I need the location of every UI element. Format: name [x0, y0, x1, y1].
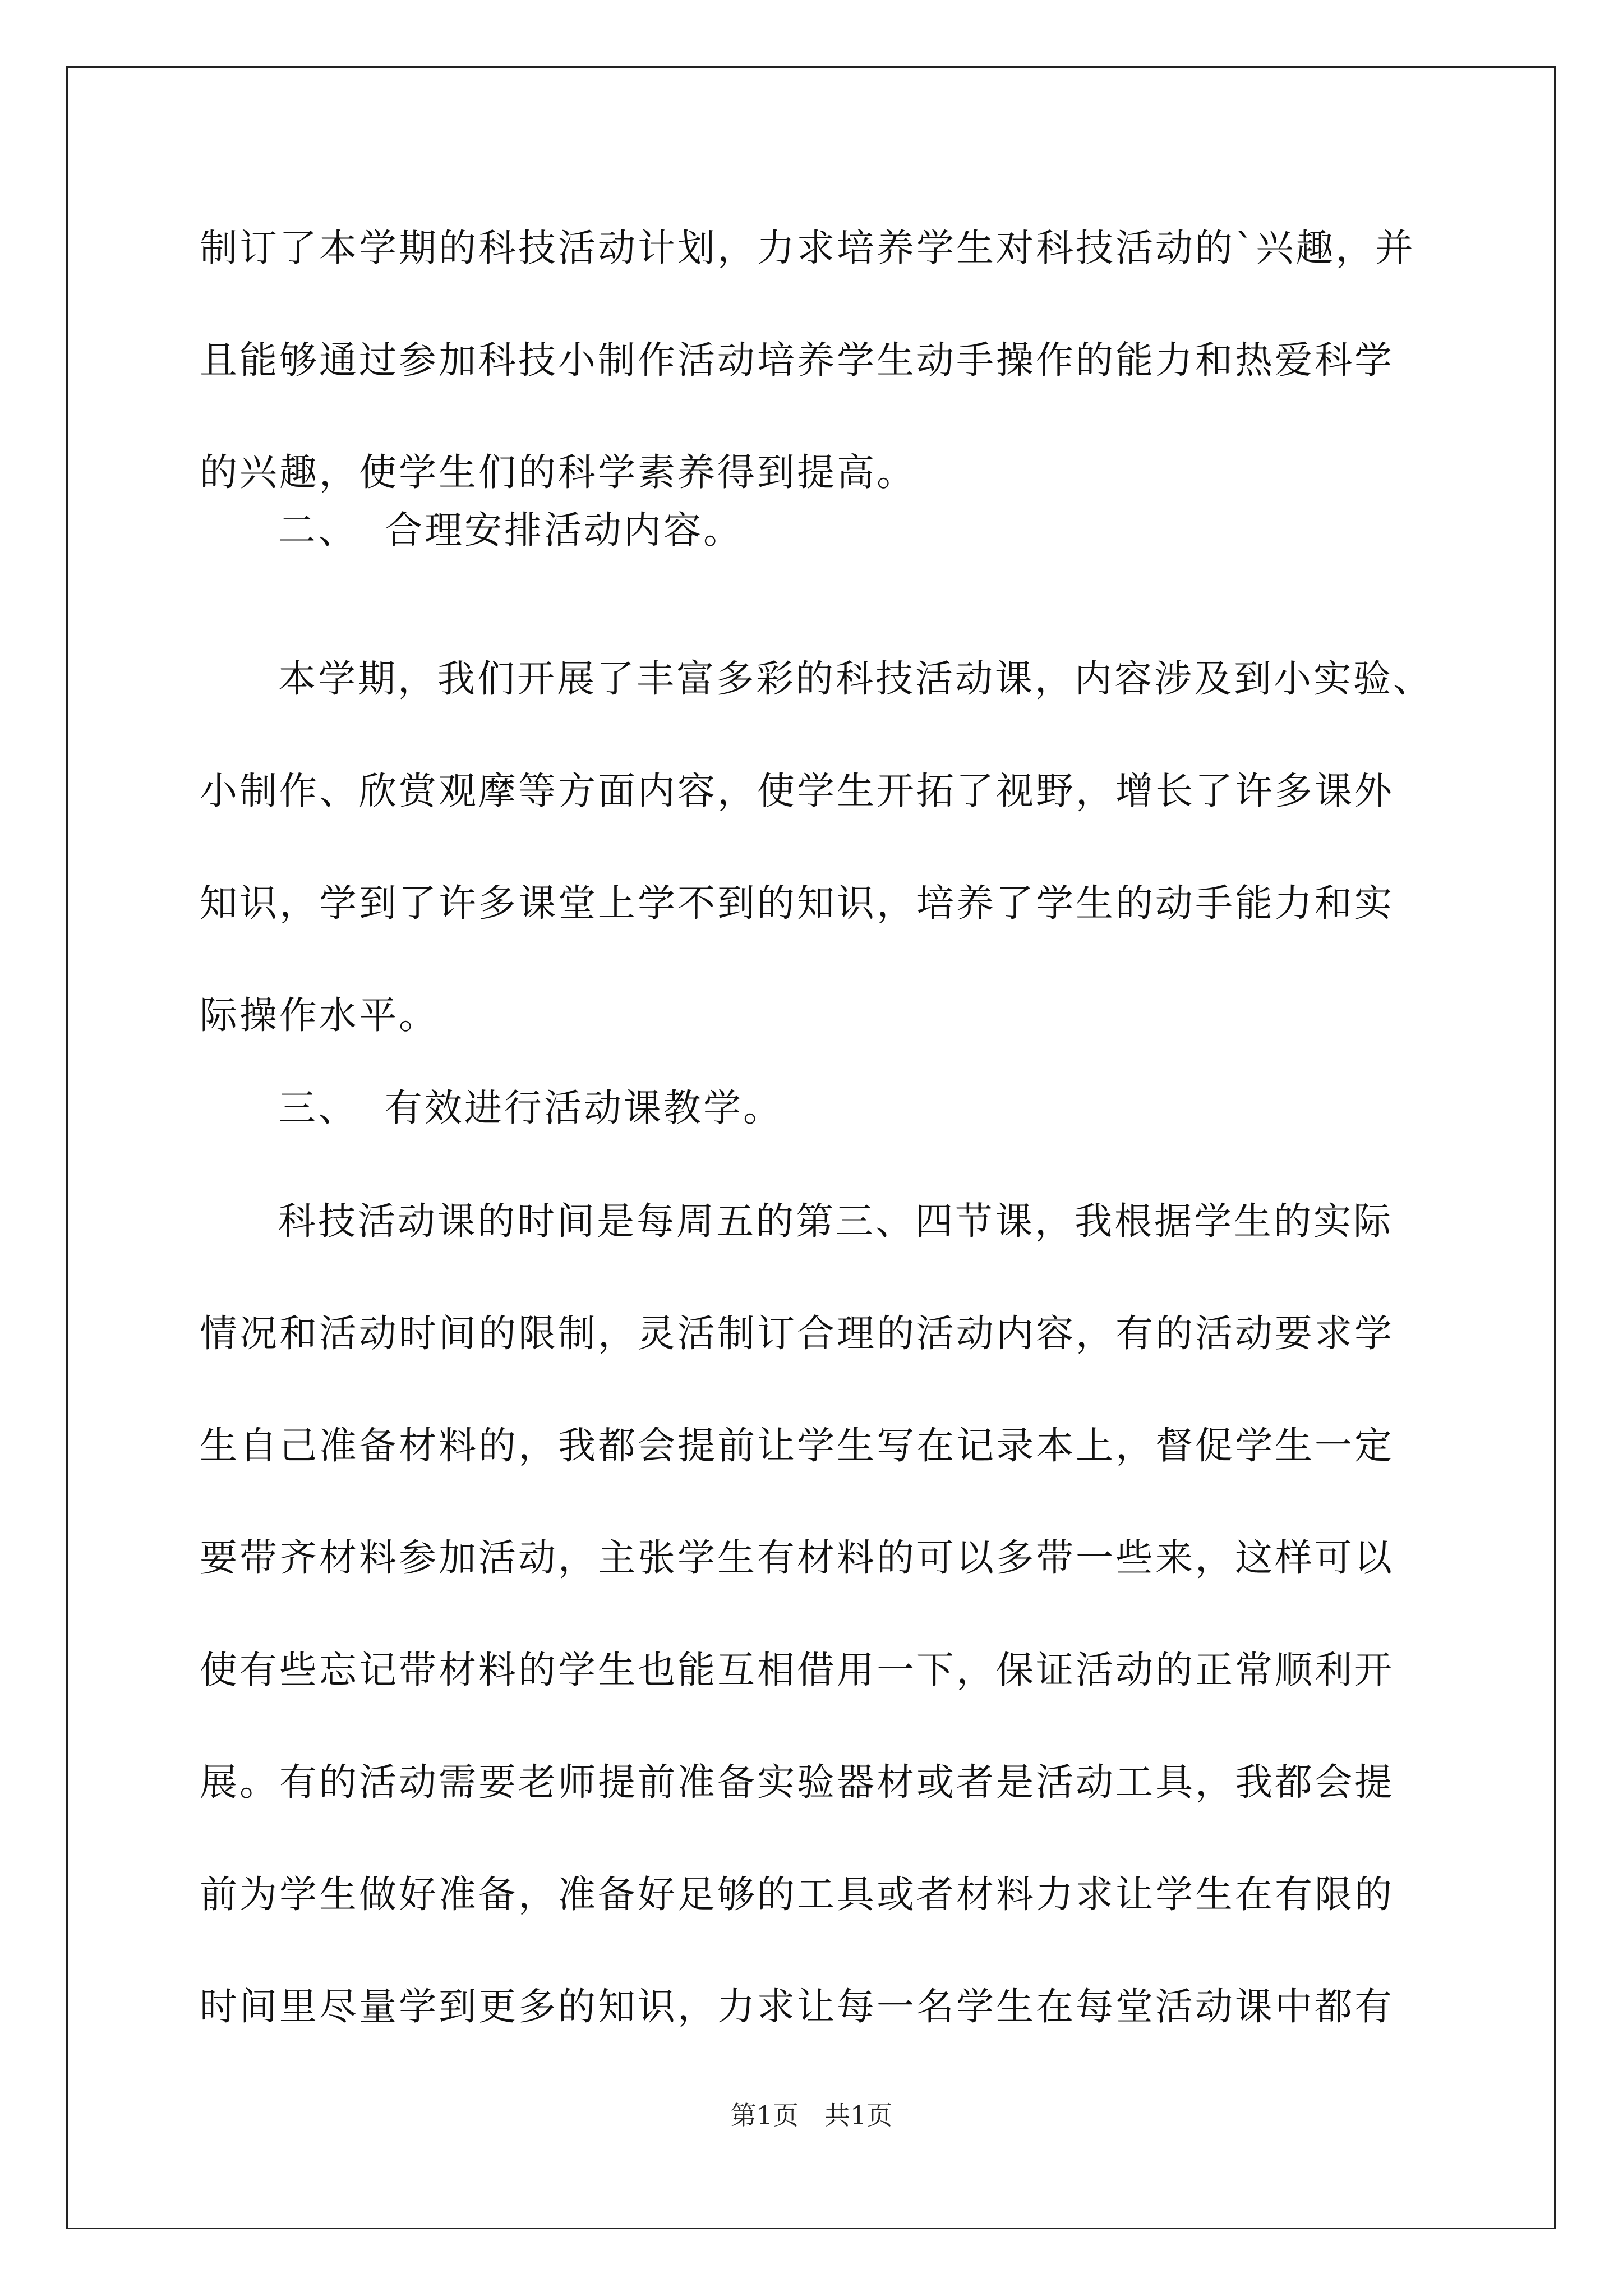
paragraph-line: 要带齐材料参加活动，主张学生有材料的可以多带一些来，这样可以 — [200, 1536, 1394, 1580]
paragraph-line: 且能够通过参加科技小制作活动培养学生动手操作的能力和热爱科学 — [200, 338, 1394, 382]
section-heading-2 — [278, 505, 743, 555]
paragraph-line: 小制作、欣赏观摩等方面内容，使学生开拓了视野，增长了许多课外 — [200, 769, 1394, 813]
section-heading-3 — [278, 1083, 783, 1133]
heading-text: 合理安排活动内容。 — [385, 508, 743, 552]
paragraph-line: 本学期，我们开展了丰富多彩的科技活动课，内容涉及到小实验、 — [278, 657, 1433, 701]
heading-text: 有效进行活动课教学。 — [385, 1086, 783, 1130]
paragraph-line: 展。有的活动需要老师提前准备实验器材或者是活动工具，我都会提 — [200, 1760, 1394, 1804]
heading-number: 二、 — [278, 508, 358, 552]
paragraph-line: 的兴趣，使学生们的科学素养得到提高。 — [200, 450, 916, 494]
paragraph-line: 使有些忘记带材料的学生也能互相借用一下，保证活动的正常顺利开 — [200, 1648, 1394, 1692]
paragraph-line: 时间里尽量学到更多的知识，力求让每一名学生在每堂活动课中都有 — [200, 1985, 1394, 2028]
paragraph-line: 前为学生做好准备，准备好足够的工具或者材料力求让学生在有限的 — [200, 1872, 1394, 1916]
heading-number: 三、 — [278, 1086, 358, 1130]
paragraph-line: 制订了本学期的科技活动计划，力求培养学生对科技活动的`兴趣，并 — [200, 226, 1415, 270]
paragraph-line: 科技活动课的时间是每周五的第三、四节课，我根据学生的实际 — [278, 1199, 1393, 1243]
paragraph-line: 生自己准备材料的，我都会提前让学生写在记录本上，督促学生一定 — [200, 1424, 1394, 1467]
paragraph-line: 际操作水平。 — [200, 993, 439, 1037]
paragraph-line: 知识，学到了许多课堂上学不到的知识，培养了学生的动手能力和实 — [200, 881, 1394, 925]
page-number-footer: 第1页 共1页 — [730, 2100, 893, 2131]
paragraph-line: 情况和活动时间的限制，灵活制订合理的活动内容，有的活动要求学 — [200, 1312, 1394, 1355]
